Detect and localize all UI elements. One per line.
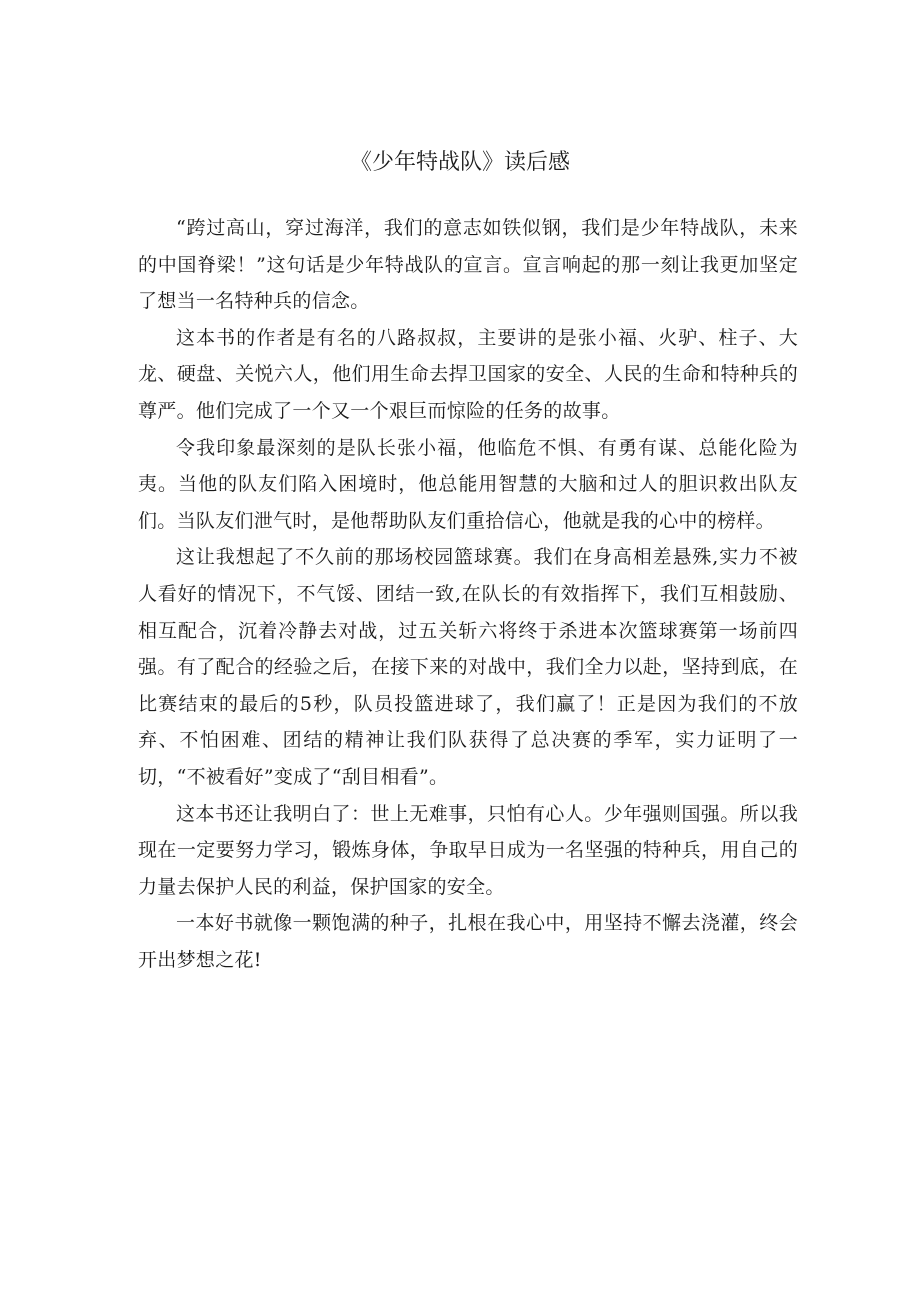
document-body [138, 210, 798, 978]
paragraph-1: “跨过高山，穿过海洋，我们的意志如铁似钢，我们是少年特战队，未来的中国脊梁！”这句话是少年特战队的宣言。宣言响起的那一刻让我更加坚定了想当一名特种兵的信念。 [138, 217, 798, 313]
paragraph-3: 令我印象最深刻的是队长张小福，他临危不惧、有勇有谋、总能化险为夷。当他的队友们陷入困境时，他总能用智慧的大脑和过人的胆识救出队友们。当队友们泄气时，是他帮助队友们重拾信心，他就是我的心中的榜样。 [138, 436, 798, 532]
paragraph-6: 一本好书就像一颗饱满的种子，扎根在我心中，用坚持不懈去浇灌，终会开出梦想之花! [138, 912, 798, 971]
paragraph-4: 这让我想起了不久前的那场校园篮球赛。我们在身高相差悬殊,实力不被人看好的情况下，不气馁、团结一致,在队长的有效指挥下，我们互相鼓励、相互配合，沉着冷静去对战，过五关斩六将终于杀进本次篮球赛第一场前四强。有了配合的经验之后，在接下来的对战中，我们全力以赴，坚持到底，在比赛结束的最后的5秒，队员投篮进球了，我们赢了！正是因为我们的不放弃、不怕困难、团结的精神让我们队获得了总决赛的季军，实力证明了一切，“不被看好”变成了“刮目相看”。 [138, 546, 798, 788]
paragraph-2: 这本书的作者是有名的八路叔叔，主要讲的是张小福、火驴、柱子、大龙、硬盘、关悦六人，他们用生命去捍卫国家的安全、人民的生命和特种兵的尊严。他们完成了一个又一个艰巨而惊险的任务的故事。 [138, 326, 798, 422]
paragraph-5: 这本书还让我明白了：世上无难事，只怕有心人。少年强则国强。所以我现在一定要努力学习，锻炼身体，争取早日成为一名坚强的特种兵，用自己的力量去保护人民的利益，保护国家的安全。 [138, 802, 798, 898]
page-title: 《少年特战队》读后感 [349, 150, 570, 175]
